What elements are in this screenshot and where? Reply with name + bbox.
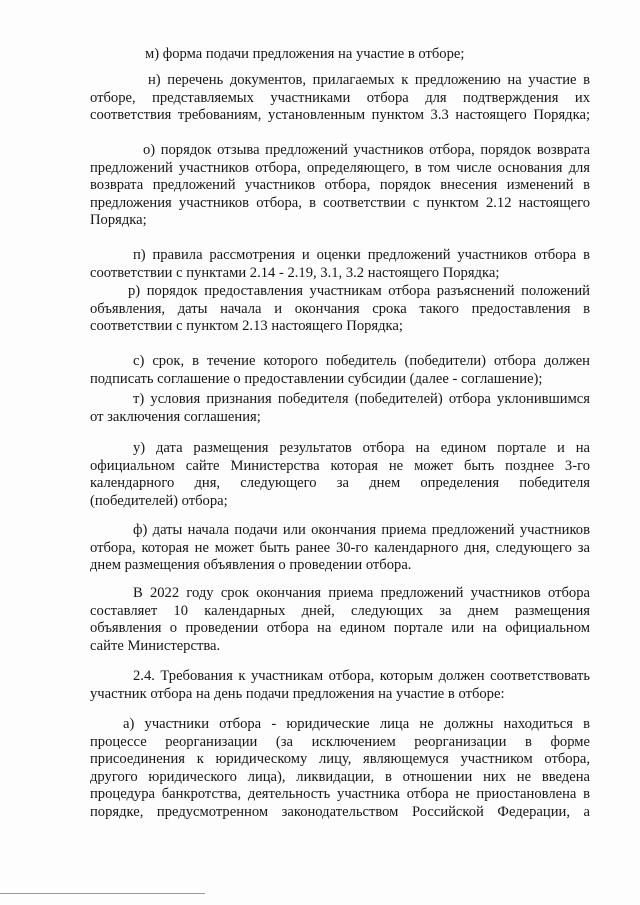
text-line: составляет 10 календарных дней, следующих за днем размещения — [90, 602, 590, 619]
paragraph-o — [90, 142, 590, 230]
paragraph-m — [145, 46, 595, 64]
text-line: соответствии с пунктом 2.13 настоящего Порядка; — [90, 318, 403, 334]
text-line: от заключения соглашения; — [90, 408, 261, 425]
text-line: возврата предложений участников отбора, порядок внесения изменений в — [90, 177, 590, 193]
paragraph-p — [90, 247, 590, 282]
text-line: (победителей) отбора; — [90, 492, 228, 509]
text-line: н) перечень документов, прилагаемых к предложению на участие в — [148, 72, 590, 88]
text-line: присоединения к юридическому лицу, являющемуся участником отбора, — [90, 751, 590, 767]
footer-divider — [0, 893, 205, 894]
text-line: другого юридического лица), ликвидации, в отношении них не введена — [90, 768, 590, 785]
text-line: м) форма подачи предложения на участие в отборе; — [145, 46, 465, 62]
text-line: р) порядок предоставления участникам отбора разъяснений положений — [128, 283, 590, 299]
text-line: календарного дня, следующего за днем определения победителя — [90, 475, 590, 491]
text-line: объявления о проведении отбора на едином портале или на официальном — [90, 620, 590, 636]
paragraph-n — [90, 72, 590, 125]
text-line: о) порядок отзыва предложений участников отбора, порядок возврата — [143, 142, 590, 158]
text-line: официальном сайте Министерства которая не может быть позднее 3-го — [90, 457, 590, 474]
text-line: В 2022 году срок окончания приема предложений участников отбора — [133, 585, 590, 601]
text-line: днем размещения объявления о проведении отбора. — [90, 557, 412, 573]
text-line: объявления, даты начала и окончания срока такого предоставления в — [90, 300, 590, 317]
text-line: соответствия требованиям, установленным пунктом 3.3 настоящего Порядка; — [90, 107, 590, 123]
paragraph-year-2022 — [90, 585, 590, 655]
text-line: порядке, предусмотренном законодательством Российской Федерации, а — [90, 803, 590, 820]
paragraph-u — [90, 440, 590, 510]
text-line: процедура банкротства, деятельность участника отбора не приостановлена в — [90, 786, 590, 802]
text-line: 2.4. Требования к участникам отбора, которым должен соответствовать — [133, 668, 590, 684]
text-line: отборе, представляемых участниками отбора для подтверждения их — [90, 89, 590, 106]
text-line: процессе реорганизации (за исключением реорганизации в форме — [90, 733, 590, 750]
text-line: предложения участников отбора, в соответствии с пунктом 2.12 настоящего — [90, 194, 590, 211]
text-line: отбора, которая не может быть ранее 30-го календарного дня, следующего за — [90, 539, 590, 556]
text-line: соответствии с пунктами 2.14 - 2.19, 3.1, 3.2 настоящего Порядка; — [90, 264, 500, 281]
text-line: а) участники отбора - юридические лица не должны находиться в — [123, 716, 590, 732]
text-line: ф) даты начала подачи или окончания приема предложений участников — [133, 522, 590, 538]
text-line: у) дата размещения результатов отбора на едином портале и на — [133, 440, 590, 456]
section-2-4-heading — [90, 668, 590, 703]
text-line: Порядка; — [90, 212, 147, 228]
text-line: участник отбора на день подачи предложения на участие в отборе: — [90, 685, 505, 702]
text-line: предложений участников отбора, определяющего, в том числе основания для — [90, 159, 590, 176]
paragraph-a — [90, 716, 590, 821]
paragraph-t — [90, 391, 590, 426]
text-line: с) срок, в течение которого победитель (победители) отбора должен — [133, 353, 590, 369]
text-line: п) правила рассмотрения и оценки предложений участников отбора в — [133, 247, 590, 263]
text-line: т) условия признания победителя (победителей) отбора уклонившимся — [133, 391, 590, 407]
paragraph-s — [90, 353, 590, 388]
paragraph-r — [90, 283, 590, 336]
text-line: подписать соглашение о предоставлении субсидии (далее - соглашение); — [90, 370, 543, 387]
text-line: сайте Министерства. — [90, 637, 221, 654]
paragraph-f — [90, 522, 590, 575]
